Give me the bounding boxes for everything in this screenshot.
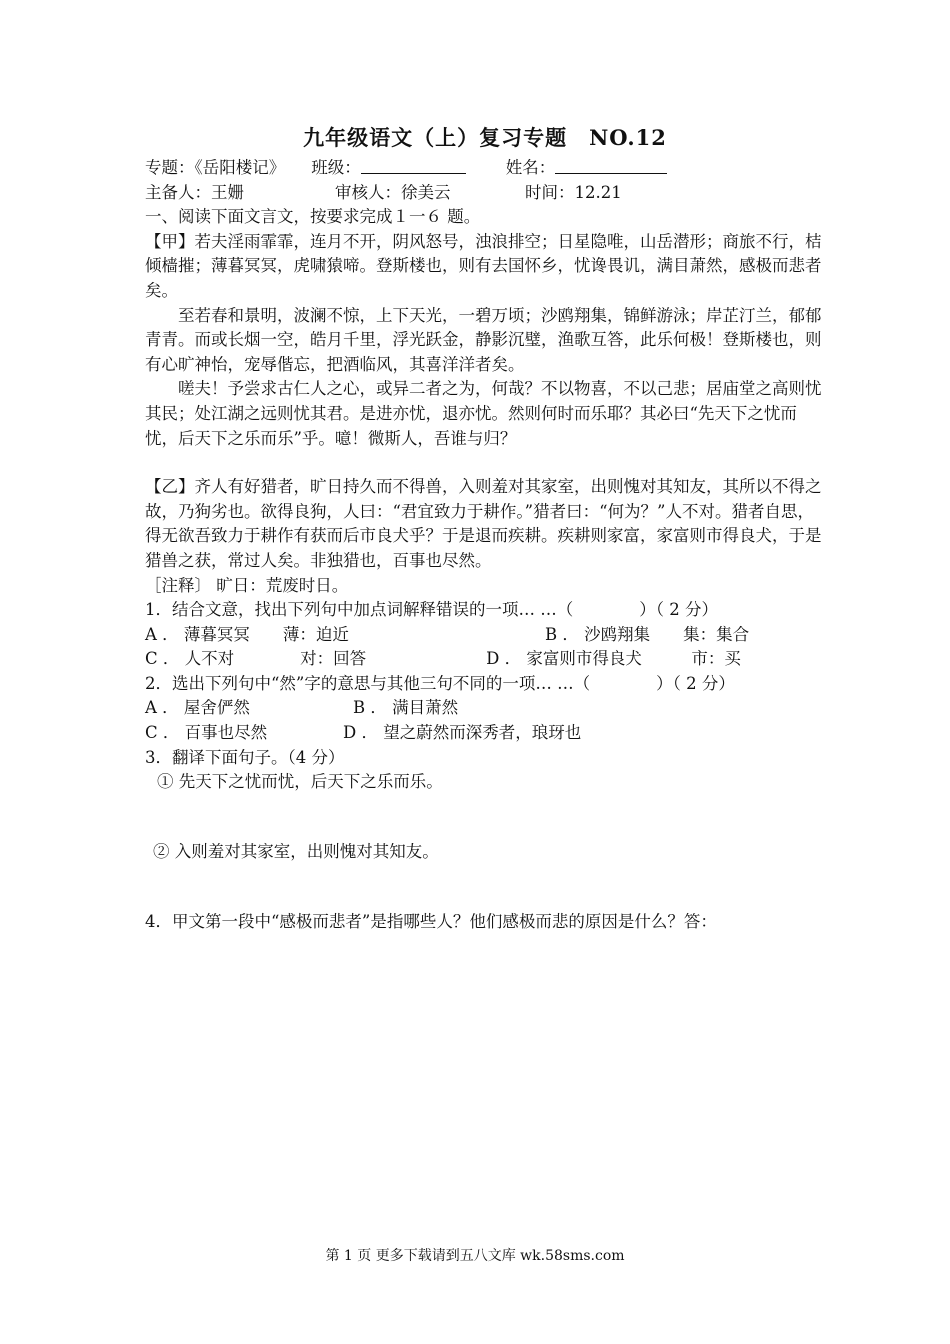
q2-option-c: C ． 百事也尽然 <box>145 723 268 743</box>
q1-option-c: C ． 人不对 对：回答 <box>145 649 367 669</box>
question-3-sentence-2: ② 入则羞对其家室，出则愧对其知友。 <box>153 841 439 861</box>
answer-space-2[interactable] <box>145 864 825 910</box>
question-2-stem: 2．选出下列句中“然”字的意思与其他三句不同的一项… …（ ）（ 2 分） <box>145 673 735 693</box>
passage-yi-note: ［注释〕 旷日：荒废时日。 <box>145 575 349 595</box>
q2-option-a: A ． 屋舍俨然 <box>145 698 250 718</box>
staff-info-row <box>145 181 825 206</box>
reviewer: 审核人：徐美云 <box>335 182 451 202</box>
class-label: 班级： <box>311 158 361 177</box>
q2-option-d: D ． 望之蔚然而深秀者，琅玡也 <box>343 723 582 743</box>
question-2-options-ab <box>145 696 825 721</box>
blank-line <box>145 451 825 475</box>
preparer: 主备人：王姗 <box>145 182 244 202</box>
question-3-sentence-1: ① 先天下之忧而忧，后天下之乐而乐。 <box>157 772 443 792</box>
page-footer: 第 1 页 更多下载请到五八文库 wk.58sms.com <box>325 1248 625 1264</box>
name-blank[interactable] <box>555 156 667 174</box>
answer-space-1[interactable] <box>145 795 825 840</box>
name-label: 姓名： <box>505 158 556 177</box>
class-blank[interactable] <box>361 156 466 174</box>
q1-option-d: D ． 家富则市得良犬 市：买 <box>486 649 741 669</box>
passage-jia-p2: 至若春和景明，波澜不惊，上下天光，一碧万顷；沙鸥翔集，锦鲜游泳；岸芷汀兰，郁郁青青。而或长烟一空，皓月千里，浮光跃金，静影沉璧，渔歌互答，此乐何极！登斯楼也，则有心旷神怡，宠辱偕忘，把酒临风，其喜洋洋者矣。 <box>145 305 822 374</box>
question-2-options-cd <box>145 721 825 746</box>
passage-jia-p3: 嗟夫！予尝求古仁人之心，或异二者之为，何哉？不以物喜，不以己悲；居庙堂之高则忧其民；处江湖之远则忧其君。是进亦忧，退亦忧。然则何时而乐耶？其必曰“先天下之忧而忧，后天下之乐而乐”乎。噫！微斯人，吾谁与归？ <box>145 379 822 448</box>
time: 时间：12.21 <box>525 182 622 202</box>
q2-option-b: B ． 满目萧然 <box>353 698 459 718</box>
header-info-row <box>145 156 825 181</box>
question-3-stem: 3．翻译下面句子。（4 分） <box>145 747 345 767</box>
page-title: 九年级语文（上）复习专题 NO.12 <box>303 125 667 150</box>
instruction: 一、阅读下面文言文，按要求完成１一６ 题。 <box>145 207 481 227</box>
document-body <box>145 122 825 935</box>
passage-yi-p1: 【乙】齐人有好猎者，旷日持久而不得兽，入则羞对其家室，出则愧对其知友，其所以不得之故，乃狗劣也。欲得良狗，人曰：“君宜致力于耕作。”猎者曰：“何为？”人不对。猎者自思，得无欲吾致力于耕作有获而后市良犬乎？于是退而疾耕。疾耕则家富，家富则市得良犬，于是猎兽之获，常过人矣。非独猎也，百事也尽然。 <box>145 477 822 570</box>
q1-option-b: B ． 沙鸥翔集 集：集合 <box>545 624 750 644</box>
question-4-stem: 4．甲文第一段中“感极而悲者”是指哪些人？他们感极而悲的原因是什么？答： <box>145 912 717 932</box>
q1-option-a: A ． 薄暮冥冥 薄：迫近 <box>145 624 349 644</box>
question-1-stem: 1．结合文意，找出下列句中加点词解释错误的一项… …（ ）（ 2 分） <box>145 600 718 620</box>
passage-jia-p1: 【甲】若夫淫雨霏霏，连月不开，阴风怒号，浊浪排空；日星隐唯，山岳潜形；商旅不行，桔倾樯摧；薄暮冥冥，虎啸猿啼。登斯楼也，则有去国怀乡，忧谗畏讥，满目萧然，感极而悲者矣。 <box>145 231 822 300</box>
topic-label: 专题：《岳阳楼记》 <box>145 158 286 177</box>
question-1-options-cd <box>145 647 825 672</box>
question-1-options-ab <box>145 623 825 648</box>
